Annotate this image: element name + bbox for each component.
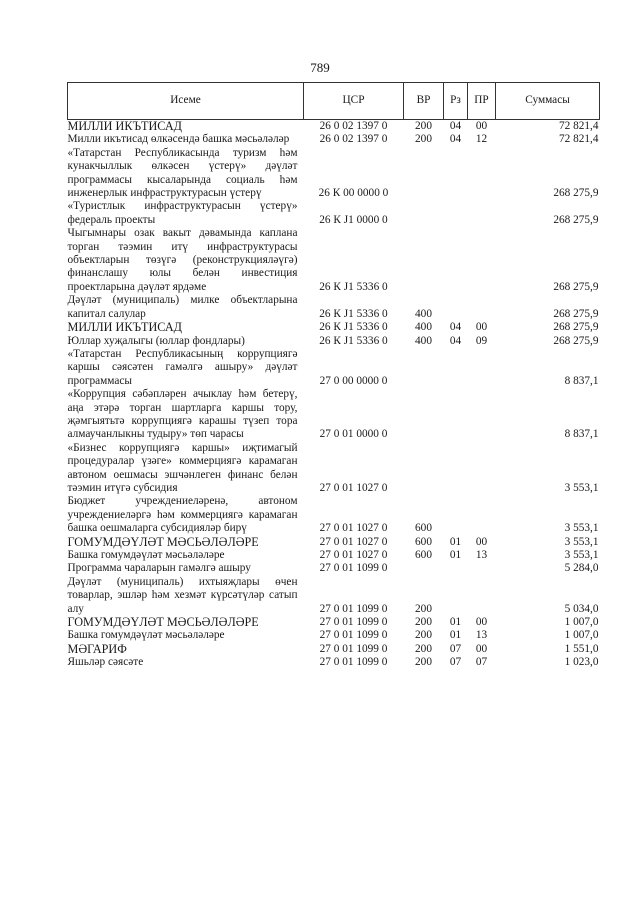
row-name: Яшьләр сәясәте <box>67 656 144 669</box>
row-pr: 00 <box>475 535 488 548</box>
row-pr: 13 <box>475 549 488 561</box>
row-csr: 27 0 01 1099 0 <box>319 642 388 655</box>
table-row <box>68 656 600 669</box>
row-pr <box>468 388 496 442</box>
row-sum: 5 034,0 <box>564 602 599 615</box>
table-row <box>68 629 600 642</box>
row-vr <box>404 388 444 442</box>
table-row <box>68 321 600 334</box>
row-csr: 27 0 01 1099 0 <box>319 562 388 575</box>
row-rz <box>444 200 468 227</box>
row-pr: 00 <box>475 321 488 334</box>
row-vr: 200 <box>415 656 432 669</box>
row-sum: 72 821,4 <box>558 133 599 146</box>
row-csr: 27 0 01 1099 0 <box>319 602 388 615</box>
row-rz: 01 <box>449 549 462 561</box>
row-rz: 01 <box>449 616 462 629</box>
row-name: «Татарстан Республикасында туризм һәм кунакчыллык өлкәсен үстерү» дәүләт программасы кысаларында социаль һәм инженерлык инфраструктурасын үстерү <box>67 146 298 200</box>
row-csr: 27 0 00 0000 0 <box>319 374 388 387</box>
row-csr: 27 0 01 1027 0 <box>319 535 388 548</box>
row-csr: 26 К J1 5336 0 <box>319 307 388 320</box>
row-pr <box>468 562 496 575</box>
table-row <box>68 133 600 146</box>
row-vr <box>404 348 444 388</box>
table-header <box>68 83 600 120</box>
row-sum: 3 553,1 <box>564 481 599 494</box>
table-row <box>68 643 600 656</box>
row-csr: 26 К J1 5336 0 <box>319 321 388 334</box>
row-pr <box>468 294 496 321</box>
header-vr: ВР <box>404 83 444 120</box>
row-sum: 3 553,1 <box>564 535 599 548</box>
row-sum: 1 023,0 <box>564 656 599 669</box>
row-pr <box>468 348 496 388</box>
row-rz <box>444 495 468 535</box>
row-csr: 26 0 02 1397 0 <box>319 120 388 132</box>
row-csr: 27 0 01 0000 0 <box>319 428 388 441</box>
table-body <box>68 120 600 670</box>
row-rz: 04 <box>449 321 462 334</box>
row-name: МӘГАРИФ <box>67 641 127 656</box>
row-csr: 27 0 01 1027 0 <box>319 549 388 561</box>
row-pr: 09 <box>475 334 488 347</box>
row-rz <box>444 562 468 575</box>
header-name: Исеме <box>68 83 304 120</box>
row-name: Дәүләт (муниципаль) милке объектларына капитал салулар <box>67 294 298 320</box>
row-vr <box>404 147 444 201</box>
row-vr: 200 <box>415 133 432 146</box>
row-name: Программа чараларын гамәлгә ашыру <box>67 562 251 575</box>
row-vr <box>404 200 444 227</box>
header-pr: ПР <box>468 83 496 120</box>
page-number: 789 <box>310 60 330 75</box>
row-name: Башка гомумдәүләт мәсьәләләре <box>67 549 225 561</box>
row-pr: 00 <box>475 642 488 655</box>
row-name: МИЛЛИ ИКЪТИСАД <box>67 320 182 335</box>
row-name: Юллар хуҗалыгы (юллар фондлары) <box>67 334 245 347</box>
table-row <box>68 576 600 616</box>
row-name: Бюджет учреждениеләренә, автоном учреждениеләргә һәм коммерциягә карамаган башка оешмаларга субсидияләр бирү <box>67 495 298 535</box>
header-rz: Рз <box>444 83 468 120</box>
table-row <box>68 200 600 227</box>
row-sum: 268 275,9 <box>553 321 599 334</box>
row-vr: 600 <box>415 535 432 548</box>
header-sum: Суммасы <box>496 83 600 120</box>
table-row <box>68 442 600 496</box>
row-sum: 1 007,0 <box>564 616 599 629</box>
row-vr: 200 <box>415 629 432 642</box>
row-pr <box>468 200 496 227</box>
row-sum: 1 007,0 <box>564 629 599 642</box>
row-pr <box>468 442 496 496</box>
row-rz <box>444 576 468 616</box>
row-pr <box>468 495 496 535</box>
row-name: Башка гомумдәүләт мәсьәләләре <box>67 629 225 642</box>
row-rz <box>444 227 468 294</box>
row-pr: 00 <box>475 120 488 132</box>
row-rz <box>444 442 468 496</box>
row-rz <box>444 388 468 442</box>
row-csr: 27 0 01 1099 0 <box>319 656 388 669</box>
table-row <box>68 536 600 549</box>
table-row <box>68 348 600 388</box>
table-row <box>68 120 600 134</box>
row-csr: 27 0 01 1099 0 <box>319 616 388 629</box>
row-name: Чыгымнары озак вакыт дәвамында каплана торган тәэмин итү инфраструктурасы объектларын төзүгә (реконструкцияләүгә) финанслашу юлы белән инвестиция проектларына дәүләт ярдәме <box>67 227 298 293</box>
row-rz: 04 <box>449 120 462 132</box>
row-rz: 07 <box>449 642 462 655</box>
row-vr <box>404 442 444 496</box>
row-rz: 07 <box>449 656 462 669</box>
table-row <box>68 495 600 535</box>
row-sum: 268 275,9 <box>553 334 599 347</box>
row-csr: 26 0 02 1397 0 <box>319 133 388 146</box>
row-sum: 72 821,4 <box>558 120 599 132</box>
row-rz <box>444 348 468 388</box>
row-sum: 1 551,0 <box>564 642 599 655</box>
row-rz: 04 <box>449 133 462 146</box>
row-rz: 01 <box>449 535 462 548</box>
row-sum: 268 275,9 <box>553 307 599 320</box>
row-sum: 268 275,9 <box>553 187 599 200</box>
row-pr: 12 <box>475 133 488 146</box>
row-csr: 26 К J1 5336 0 <box>319 334 388 347</box>
table-row <box>68 616 600 629</box>
row-vr: 200 <box>415 602 432 615</box>
row-pr: 13 <box>475 629 488 642</box>
table-row <box>68 562 600 575</box>
row-name: Милли икътисад өлкәсендә башка мәсьәләләр <box>67 133 290 146</box>
header-csr: ЦСР <box>304 83 404 120</box>
row-name: «Татарстан Республикасының коррупциягә каршы сәясәтен гамәлгә ашыру» дәүләт программасы <box>67 347 298 387</box>
table-row <box>68 294 600 321</box>
budget-table-container <box>67 82 599 670</box>
row-sum: 8 837,1 <box>564 374 599 387</box>
row-name: «Коррупция сәбәпләрен ачыклау һәм бетерү, аңа этәрә торган шартларга каршы тору, җәмгыятьтә коррупциягә карашы түзеп тора алмаучанлыкны тудыру» төп чарасы <box>67 388 298 441</box>
row-vr: 200 <box>415 616 432 629</box>
row-pr <box>468 147 496 201</box>
row-vr: 400 <box>415 334 432 347</box>
row-vr: 400 <box>415 321 432 334</box>
row-name: МИЛЛИ ИКЪТИСАД <box>67 119 182 133</box>
row-csr: 27 0 01 1027 0 <box>319 522 388 535</box>
row-name: ГОМУМДӘҮЛӘТ МӘСЬӘЛӘЛӘРЕ <box>67 534 259 549</box>
row-name: «Туристлык инфраструктурасын үстерү» федераль проекты <box>67 200 298 226</box>
row-vr <box>404 227 444 294</box>
row-name: Дәүләт (муниципаль) ихтыяҗлары өчен товарлар, эшләр һәм хезмәт күрсәтүләр сатып алу <box>67 575 298 615</box>
table-row <box>68 335 600 348</box>
row-vr: 400 <box>415 307 432 320</box>
row-vr: 200 <box>415 642 432 655</box>
row-sum: 268 275,9 <box>553 280 599 293</box>
row-csr: 27 0 01 1099 0 <box>319 629 388 642</box>
row-rz <box>444 294 468 321</box>
row-csr: 26 К J1 5336 0 <box>319 280 388 293</box>
row-sum: 5 284,0 <box>564 562 599 575</box>
table-row <box>68 147 600 201</box>
row-vr <box>404 562 444 575</box>
row-sum: 3 553,1 <box>564 522 599 535</box>
row-sum: 268 275,9 <box>553 213 599 226</box>
table-row <box>68 549 600 562</box>
row-rz: 01 <box>449 629 462 642</box>
row-pr: 00 <box>475 616 488 629</box>
row-name: ГОМУМДӘҮЛӘТ МӘСЬӘЛӘЛӘРЕ <box>67 615 259 630</box>
row-csr: 27 0 01 1027 0 <box>319 481 388 494</box>
row-pr: 07 <box>475 656 488 669</box>
table-row <box>68 388 600 442</box>
row-name: «Бизнес коррупциягә каршы» иҗтимагый процедуралар үзәге» коммерциягә карамаган автоном оешмасы эшчәнлеген финанс белән тәэмин итүгә субсидия <box>67 441 298 494</box>
row-rz <box>444 147 468 201</box>
row-csr: 26 К J1 0000 0 <box>319 213 388 226</box>
header-row <box>68 83 600 120</box>
row-pr <box>468 576 496 616</box>
row-rz: 04 <box>449 334 462 347</box>
row-vr: 600 <box>415 549 432 561</box>
row-pr <box>468 227 496 294</box>
row-vr: 600 <box>415 522 432 535</box>
row-vr: 200 <box>415 120 432 132</box>
row-sum: 8 837,1 <box>564 428 599 441</box>
row-sum: 3 553,1 <box>564 549 599 561</box>
budget-table <box>67 82 600 670</box>
row-csr: 26 К 00 0000 0 <box>318 187 389 200</box>
table-row <box>68 227 600 294</box>
